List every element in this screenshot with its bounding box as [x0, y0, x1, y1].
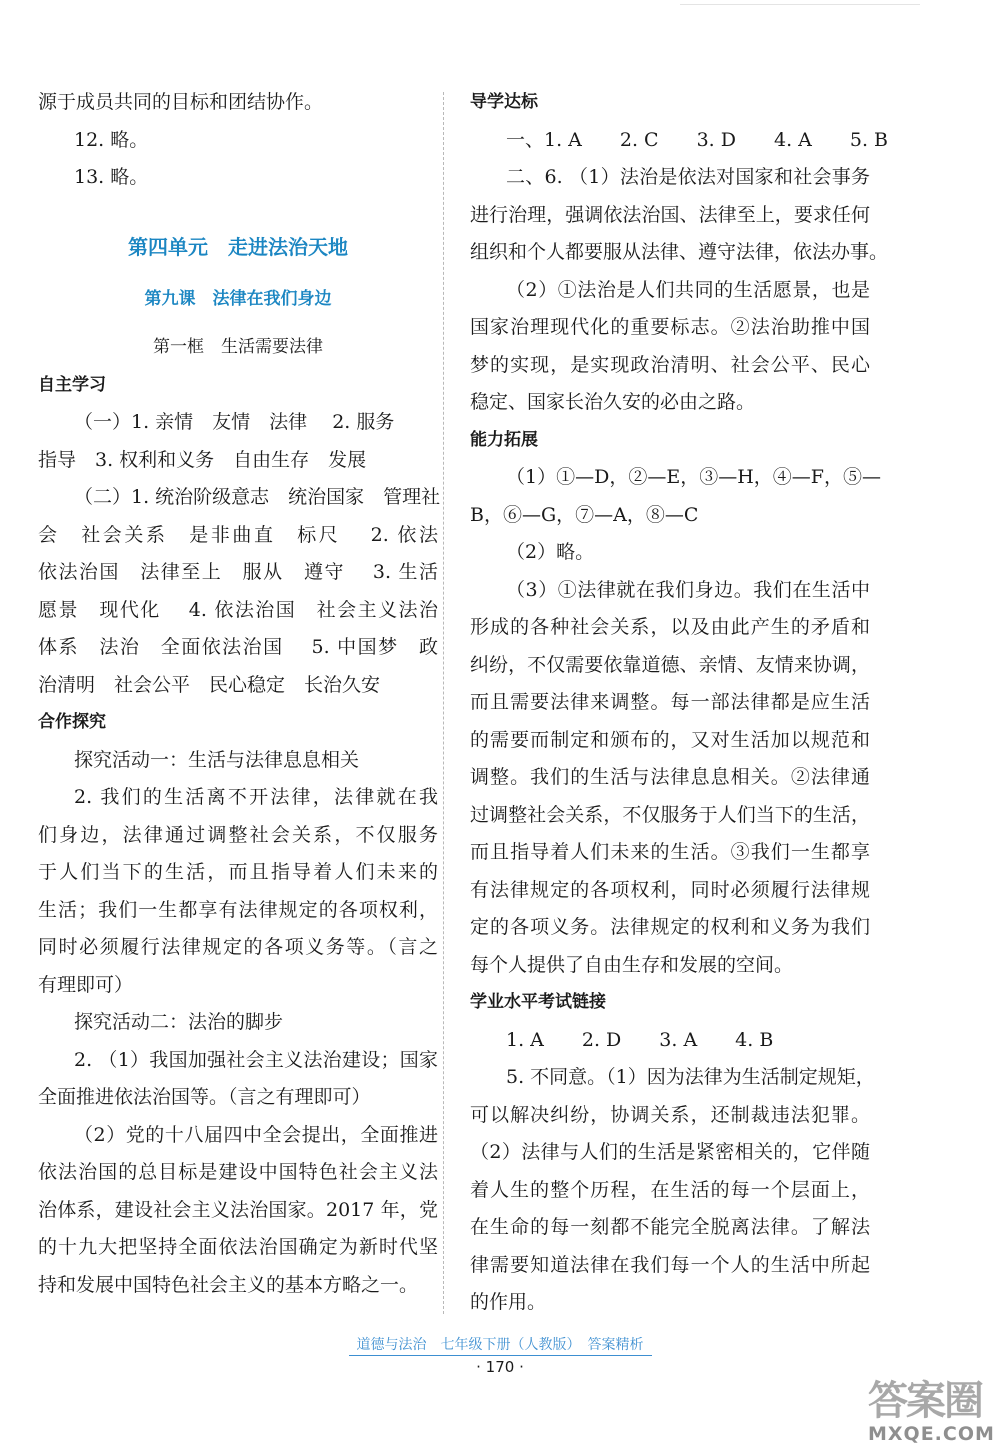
text-line: 形成的各种社会关系，以及由此产生的矛盾和: [470, 616, 870, 638]
text-line: 1. A 2. D 3. A 4. B: [506, 1028, 774, 1051]
text-line: 纠纷，不仅需要依靠道德、亲情、友情来协调，: [470, 653, 870, 676]
text-line: 有理即可）: [38, 973, 134, 996]
text-line: 调整。我们的生活与法律息息相关。②法律通: [470, 766, 870, 788]
text-line: 治体系，建设社会主义法治国家。2017 年，党: [38, 1198, 438, 1221]
text-line: 体系 法治 全面依法治国 5. 中国梦 政: [38, 636, 438, 658]
frame-title: 第一框 生活需要法律: [153, 336, 323, 357]
text-line: 国家治理现代化的重要标志。②法治助推中国: [470, 316, 870, 338]
text-line: 同时必须履行法律规定的各项义务等。（言之: [38, 936, 438, 958]
text-line: B，⑥—G，⑦—A，⑧—C: [470, 503, 699, 526]
text-line: 一、1. A 2. C 3. D 4. A 5. B: [506, 128, 889, 151]
text-line: （2）党的十八届四中全会提出，全面推进: [74, 1123, 438, 1146]
text-line: 过调整社会关系，不仅服务于人们当下的生活，: [470, 803, 870, 826]
text-line: （3）①法律就在我们身边。我们在生活中: [506, 578, 870, 601]
text-line: 源于成员共同的目标和团结协作。: [38, 91, 324, 113]
text-line: 于人们当下的生活，而且指导着人们未来的: [38, 861, 438, 883]
watermark-logo: [868, 1378, 995, 1450]
left-body-lines: [38, 367, 441, 1305]
text-line: 二、6. （1）法治是依法对国家和社会事务: [506, 166, 870, 188]
unit-title: 第四单元 走进法治天地: [128, 234, 348, 259]
text-line: （2）略。: [506, 541, 595, 563]
text-line: 生活；我们一生都享有法律规定的各项权利，: [38, 898, 438, 921]
text-line: 可以解决纠纷，协调关系，还制裁违法犯罪。: [470, 1103, 870, 1126]
left-column: [38, 84, 441, 1304]
text-line: （2）①法治是人们共同的生活愿景，也是: [506, 278, 870, 301]
text-line: 的十九大把坚持全面依法治国确定为新时代坚: [38, 1236, 438, 1258]
text-line: （2）法律与人们的生活是紧密相关的，它伴随: [470, 1141, 870, 1163]
text-line: （一）1. 亲情 友情 法律 2. 服务: [74, 411, 395, 433]
text-line: 在生命的每一刻都不能完全脱离法律。了解法: [470, 1216, 870, 1238]
text-line: 持和发展中国特色社会主义的基本方略之一。: [38, 1273, 419, 1296]
text-line: 指导 3. 权利和义务 自由生存 发展: [38, 448, 367, 471]
text-line: 探究活动二：法治的脚步: [74, 1011, 284, 1033]
text-line: 的作用。: [470, 1291, 547, 1313]
text-line: 梦的实现，是实现政治清明、社会公平、民心: [470, 353, 870, 376]
text-line: （二）1. 统治阶级意志 统治国家 管理社: [74, 486, 441, 508]
text-line: 全面推进依法治国等。（言之有理即可）: [38, 1086, 371, 1108]
text-line: 而且需要法律来调整。每一部法律都是应生活: [470, 691, 870, 713]
text-line: 的需要而制定和颁布的，又对生活加以规范和: [470, 728, 870, 751]
footer-book-title: [0, 1334, 1000, 1356]
text-line: 治清明 社会公平 民心稳定 长治久安: [38, 673, 381, 696]
lesson-title: 第九课 法律在我们身边: [144, 288, 332, 309]
text-line: 稳定、国家长治久安的必由之路。: [470, 391, 756, 413]
text-line: 愿景 现代化 4. 依法治国 社会主义法治: [38, 598, 438, 621]
watermark-bottom-text: MXQE.COM: [868, 1423, 995, 1445]
page-number: · 170 ·: [476, 1358, 524, 1376]
text-line: 每个人提供了自由生存和发展的空间。: [470, 953, 794, 976]
watermark-top-text: 答案圈: [868, 1378, 982, 1424]
text-line: 着人生的整个历程，在生活的每一个层面上，: [470, 1178, 870, 1201]
text-line: 有法律规定的各项权利，同时必须履行法律规: [470, 878, 870, 901]
text-line: 12. 略。: [74, 128, 149, 151]
section-heading: 能力拓展: [470, 429, 538, 450]
text-line: 们身边，法律通过调整社会关系，不仅服务: [38, 823, 438, 846]
text-line: 2. 我们的生活离不开法律，法律就在我: [74, 786, 438, 808]
text-line: 组织和个人都要服从法律、遵守法律，依法办事。: [470, 241, 889, 263]
section-heading: 自主学习: [38, 374, 106, 395]
text-line: 依法治国的总目标是建设中国特色社会主义法: [38, 1161, 438, 1183]
text-line: 探究活动一：生活与法律息息相关: [74, 748, 360, 771]
text-line: 进行治理，强调依法治国、法律至上，要求任何: [470, 203, 870, 226]
section-heading: 学业水平考试链接: [470, 992, 606, 1012]
header-rule: [680, 0, 920, 5]
text-line: 定的各项义务。法律规定的权利和义务为我们: [470, 916, 870, 938]
text-line: 5. 不同意。（1）因为法律为生活制定规矩，: [506, 1066, 875, 1088]
text-line: （1）①—D，②—E，③—H，④—F，⑤—: [506, 466, 881, 488]
text-line: 2. （1）我国加强社会主义法治建设；国家: [74, 1048, 438, 1071]
footer-title-text: 道德与法治 七年级下册（人教版） 答案精析: [349, 1334, 652, 1356]
right-body-lines: [470, 84, 889, 1322]
text-line: 律需要知道法律在我们每一个人的生活中所起: [470, 1253, 870, 1276]
text-line: 13. 略。: [74, 166, 149, 188]
section-heading: 导学达标: [470, 92, 538, 112]
text-line: 而且指导着人们未来的生活。③我们一生都享: [470, 841, 870, 863]
text-line: 会 社会关系 是非曲直 标尺 2. 依法: [38, 523, 438, 546]
column-divider: [443, 92, 444, 1314]
right-column: [470, 84, 889, 1322]
text-line: 依法治国 法律至上 服从 遵守 3. 生活: [38, 561, 438, 583]
left-top-lines: [38, 84, 438, 197]
section-heading: 合作探究: [38, 712, 106, 732]
